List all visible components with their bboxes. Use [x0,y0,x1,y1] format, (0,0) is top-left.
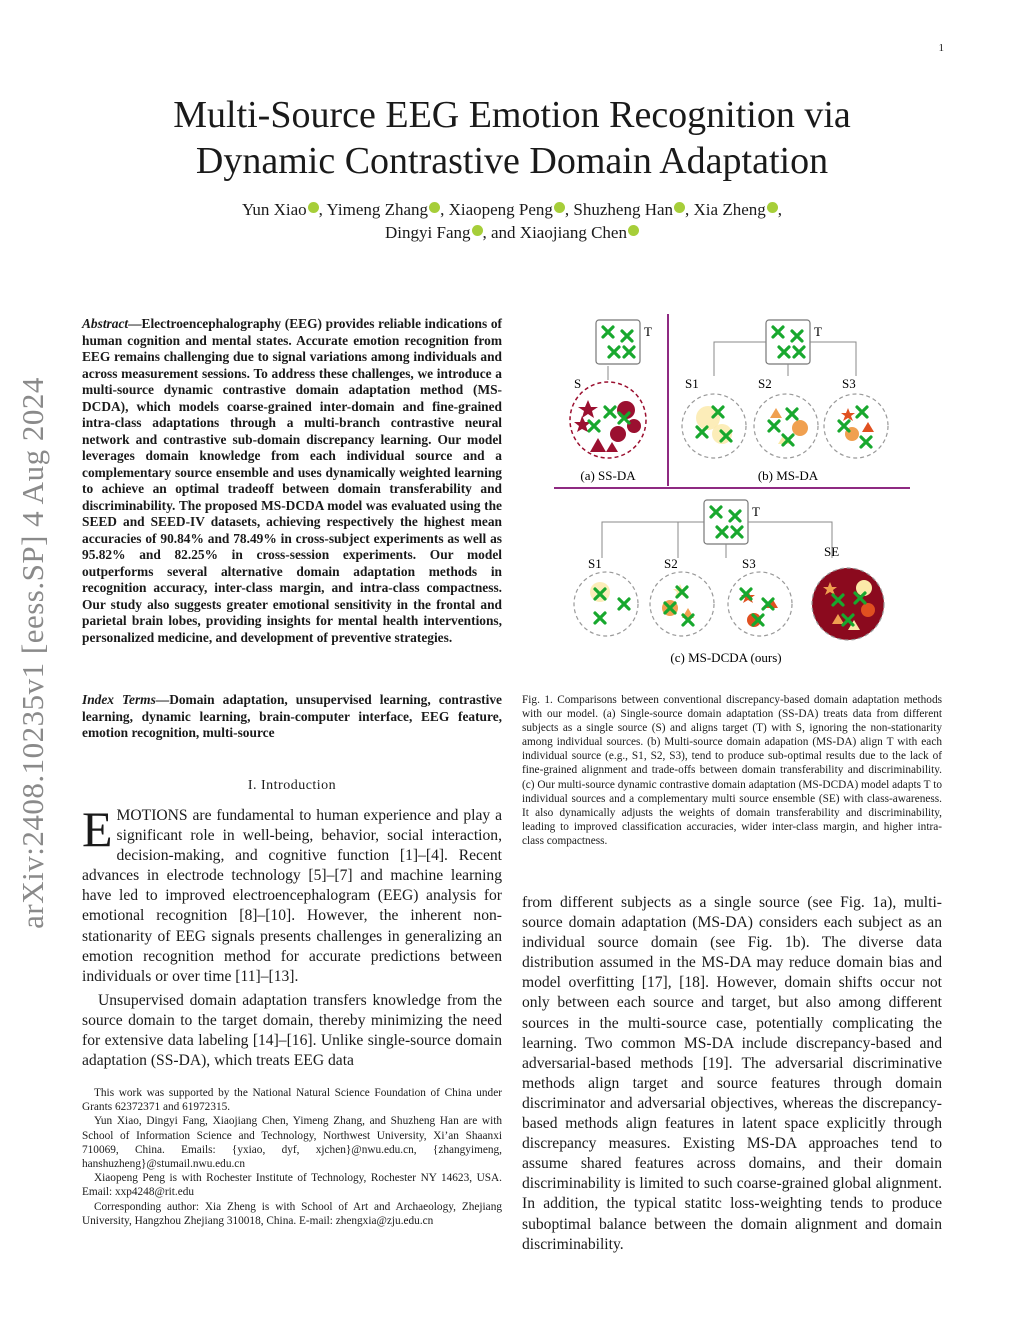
label-t: T [814,324,822,339]
panel-ms-da [682,320,888,483]
abstract-text: —Electroencephalography (EEG) provides reliable indications of human cognition and mental states. Accurate emotion recognition from EEG remains challenging due to signal variations among individuals and across measurement sessions. To address these challenges, we introduce a multi-source dynamic contrastive domain adaptation method (MS-DCDA), which models coarse-grained inter-domain and fine-grained intra-class adaptations through a multi-branch contrastive neural network and contrastive sub-domain discrepancy learning. Our model leverages domain knowledge from each individual source and a complementary source ensemble and uses dynamically weighted learning to achieve an optimal tradeoff between domain transferability and discriminability. The proposed MS-DCDA model was evaluated using the SEED and SEED-IV datasets, achieving respectively the highest mean accuracies of 90.84% and 78.49% in cross-subject experiments as well as 95.82% and 82.25% in cross-session experiments. Our model outperforms several alternative domain adaptation methods in recognition accuracy, inter-class margin, and intra-class compactness. Our study also suggests greater emotional sensitivity in the frontal and parietal brain lobes, providing insights for mental health interventions, personalized medicine, and development of preventive strategies. [82,316,502,645]
author-separator: , [440,200,449,219]
orcid-icon[interactable] [308,202,319,213]
footnote: Yun Xiao, Dingyi Fang, Xiaojiang Chen, Yimeng Zhang, and Shuzheng Han are with School of Information Science and Technology, Northwest University, Xi’an Shaanxi 710069, China. Emails: {yxiao, dyf, xjchen}@nwu.edu.cn, {zhangyimeng, hanshuzheng}@stumail.nwu.edu.cn [82,1115,502,1171]
author: Xia Zheng [693,200,766,219]
caption-b: (b) MS-DA [757,468,819,483]
author: Xiaojiang Chen [519,223,627,242]
author-separator: , [564,200,574,219]
footnotes [82,1086,502,1228]
dropcap: E [82,801,113,857]
label-t: T [644,324,652,339]
author: Shuzheng Han [573,200,674,219]
author-separator: , and [482,223,520,242]
author: Yun Xiao [241,200,307,219]
footnote: Corresponding author: Xia Zheng is with School of Art and Archaeology, Zhejiang University, Hangzhou Zhejiang 310018, China. E-mail: zhengxia@zju.edu.cn [82,1200,502,1227]
author: Dingyi Fang [385,223,471,242]
label-s: S [574,376,582,391]
author-separator: , [318,200,327,219]
orcid-icon[interactable] [628,225,639,236]
right-column-body: from different subjects as a single source (see Fig. 1a), multi-source domain adaptation (MS-DA) considers each subject as an individual source domain (see Fig. 1b). The diverse data distribution assumed in the MS-DA may reduce domain bias and model overfitting [17], [18]. However, domain shifts occur not only between each source and target, but also among different sources in the multi-source case, potentially complicating the learning. Two common MS-DA include discrepancy-based and adversarial-based methods [19]. The adversarial discriminative methods align target and source features through domain discriminator and adversarial objectives, whereas the discrepancy-based methods align features in latent space explicitly through discrepancy measures. Existing MS-DA approaches tend to assume shared features across domains, and their domain discriminability is limited to such coarse-grained global alignment. In addition, the typical statitc loss-weighting tends to produce suboptimal balance between the domain alignment and domain discriminability. [522,894,942,1253]
label-s1: S1 [685,376,699,391]
index-label: Index Terms [82,692,156,707]
author-separator: , [777,200,783,219]
label-se: SE [824,544,840,559]
figure-1 [548,308,928,680]
author-separator: , [685,200,694,219]
label-s3: S3 [742,556,756,571]
page-number: 1 [938,42,944,54]
panel-ss-da [570,320,652,483]
orcid-icon[interactable] [554,202,565,213]
label-s1: S1 [588,556,602,571]
orcid-icon[interactable] [472,225,483,236]
paper-title [0,92,1024,184]
panel-ms-dcda [574,500,884,665]
intro-paragraph-1: EMOTIONS are fundamental to human experience and play a significant role in well-being, behavior, social interaction, decision-making, and cognitive function [1]–[4]. Recent advances in electrode technology [5]–[7] and machine learning have led to improved electroencephalogram (EEG) analysis for emotional recognition [8]–[10]. However, the inherent non-stationarity of EEG signals presents challenges in generalizing an emotion recognition method for accurate predictions between individuals or over time [11]–[13]. [82,801,502,985]
index-terms [82,692,502,742]
intro-paragraph-2: Unsupervised domain adaptation transfers knowledge from the source domain to the target domain, thereby minimizing the need for extensive data labeling [14]–[16]. Unlike single-source domain adaptation (SS-DA), which treats EEG data [82,991,502,1070]
label-s2: S2 [758,376,772,391]
label-s3: S3 [842,376,856,391]
footnote: Xiaopeng Peng is with Rochester Institute of Technology, Rochester NY 14623, USA. Email: xxp4248@rit.edu [82,1172,502,1199]
abstract-label: Abstract [82,316,129,331]
orcid-icon[interactable] [767,202,778,213]
caption-c: (c) MS-DCDA (ours) [670,650,782,665]
intro-body [82,801,502,1071]
footnote: This work was supported by the National Natural Science Foundation of China under Grants 62372371 and 61972315. [82,1087,502,1114]
title-line-2: Dynamic Contrastive Domain Adaptation [195,140,829,182]
orcid-icon[interactable] [429,202,440,213]
orcid-icon[interactable] [674,202,685,213]
caption-a: (a) SS-DA [580,468,636,483]
abstract [82,316,502,646]
index-text: —Domain adaptation, unsupervised learning, contrastive learning, dynamic learning, brain-computer interface, EEG feature, emotion recognition, multi-source [82,692,502,740]
author: Xiaopeng Peng [448,200,553,219]
label-t: T [752,504,760,519]
arxiv-stamp: arXiv:2408.10235v1 [eess.SP] 4 Aug 2024 [15,377,50,929]
section-heading: I. Introduction [247,778,337,793]
figure-caption: Fig. 1. Comparisons between conventional discrepancy-based domain adaptation methods with our model. (a) Single-source domain adaptation (SS-DA) treats data from different subjects as a single source (S) and aligns target (T) with S, ignoring the non-stationarity among individual sources. (b) Multi-source domain adapation (MS-DA) align T with each individual source (e.g., S1, S2, S3), tend to produce sub-optimal results due to the lack of fine-grained alignment and trade-offs between domain transferability and discriminability. (c) Our multi-source dynamic contrastive domain adaptation (MS-DCDA) model adapts T to individual sources and a complementary multi source ensemble (SE) with class-awareness. It also dynamically adjusts the weights of domain transferability and discriminability, leading to improved classification accuracies, wider inter-class margin, and higher intra-class compactness. [522,694,942,847]
author-list [120,198,904,244]
author: Yimeng Zhang [326,200,429,219]
title-line-1: Multi-Source EEG Emotion Recognition via [173,94,851,136]
label-s2: S2 [664,556,678,571]
